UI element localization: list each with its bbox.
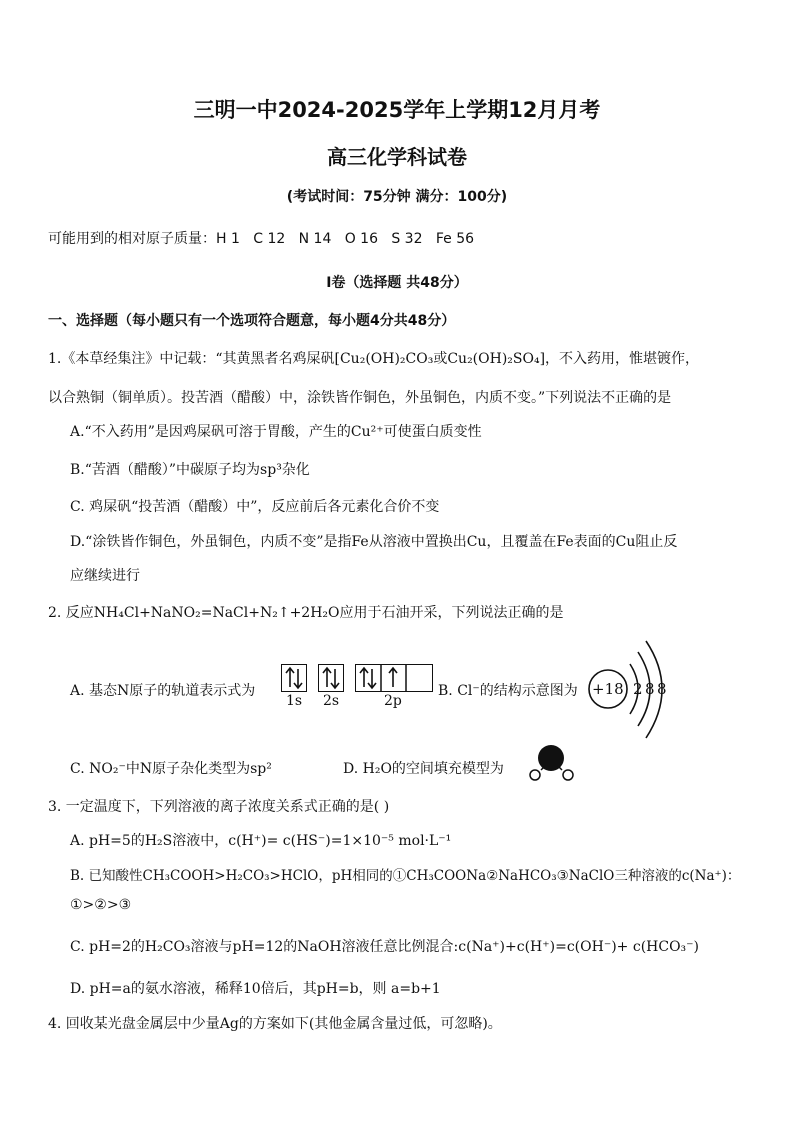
q1-option-d-line1: D.“涂铁皆作铜色，外虽铜色，内质不变”是指Fe从溶液中置换出Cu，且覆盖在Fe表面的Cu阻止反 (70, 534, 678, 550)
water-space-filling-model-icon (522, 744, 584, 782)
exam-subtitle: 高三化学科试卷 (327, 145, 467, 169)
nucleus-charge: +18 (592, 680, 624, 698)
q1-option-b: B.“苦酒（醋酸）”中碳原子均为sp³杂化 (70, 462, 310, 478)
exam-info: (考试时间：75分钟 满分：100分) (286, 189, 508, 205)
part-one-heading: 一、选择题（每小题只有一个选项符合题意，每小题4分共48分） (48, 313, 456, 329)
q3-option-a: A. pH=5的H₂S溶液中，c(H⁺)= c(HS⁻)=1×10⁻⁵ mol·L⁻¹ (70, 833, 452, 849)
shell-1-electrons: 2 (633, 680, 643, 698)
orbital-2p-arrows-icon (356, 665, 432, 691)
orbital-label-2p: 2p (384, 693, 402, 709)
atomic-masses-values: H 1 C 12 N 14 O 16 S 32 Fe 56 (216, 231, 475, 247)
section-title: I卷（选择题 共48分） (326, 275, 468, 291)
q3-option-b-line2: ①>②>③ (70, 897, 132, 913)
q1-stem-line2: 以合熟铜（铜单质）。投苦酒（醋酸）中，涂铁皆作铜色，外虽铜色，内质不变。”下列说法不正确的是 (48, 390, 672, 406)
orbital-box-2p (355, 664, 433, 692)
orbital-label-1s: 1s (286, 693, 303, 709)
paired-arrows-icon (282, 665, 306, 691)
atomic-masses (48, 228, 474, 248)
q3-option-c: C. pH=2的H₂CO₃溶液与pH=12的NaOH溶液任意比例混合:c(Na⁺)+c(H⁺)=c(OH⁻)+ c(HCO₃⁻) (70, 939, 700, 955)
paired-arrows-icon (319, 665, 343, 691)
q3-option-d: D. pH=a的氨水溶液，稀释10倍后，其pH=b，则 a=b+1 (70, 981, 441, 997)
q1-option-d-line2: 应继续进行 (70, 568, 140, 584)
atomic-masses-label: 可能用到的相对原子质量： (48, 231, 216, 247)
q3-stem: 3. 一定温度下，下列溶液的离子浓度关系式正确的是( ) (48, 799, 390, 815)
orbital-box-1s (281, 664, 307, 692)
q2-stem: 2. 反应NH₄Cl+NaNO₂=NaCl+N₂↑+2H₂O应用于石油开采，下列说法正确的是 (48, 605, 564, 621)
shell-3-electrons: 8 (657, 680, 667, 698)
orbital-box-2s (318, 664, 344, 692)
shell-2-electrons: 8 (645, 680, 655, 698)
q4-stem: 4. 回收某光盘金属层中少量Ag的方案如下(其他金属含量过低，可忽略)。 (48, 1016, 502, 1032)
q2-option-d: D. H₂O的空间填充模型为 (343, 761, 504, 777)
q3-option-b-line1: B. 已知酸性CH₃COOH>H₂CO₃>HClO，pH相同的①CH₃COONa②NaHCO₃③NaClO三种溶液的c(Na⁺)： (70, 868, 741, 884)
q1-option-c: C. 鸡屎矾“投苦酒（醋酸）中”，反应前后各元素化合价不变 (70, 499, 440, 515)
q2-option-c: C. NO₂⁻中N原子杂化类型为sp² (70, 761, 272, 777)
exam-title: 三明一中2024-2025学年上学期12月月考 (193, 98, 601, 122)
q2-option-a: A. 基态N原子的轨道表示式为 (70, 683, 256, 699)
orbital-label-2s: 2s (323, 693, 340, 709)
q2-option-b: B. Cl⁻的结构示意图为 (438, 683, 578, 699)
q1-option-a: A.“不入药用”是因鸡屎矾可溶于胃酸，产生的Cu²⁺可使蛋白质变性 (70, 424, 482, 440)
q1-stem-line1: 1.《本草经集注》中记载：“其黄黑者名鸡屎矾[Cu₂(OH)₂CO₃或Cu₂(OH)₂SO₄]，不入药用，惟堪镀作， (48, 351, 700, 367)
